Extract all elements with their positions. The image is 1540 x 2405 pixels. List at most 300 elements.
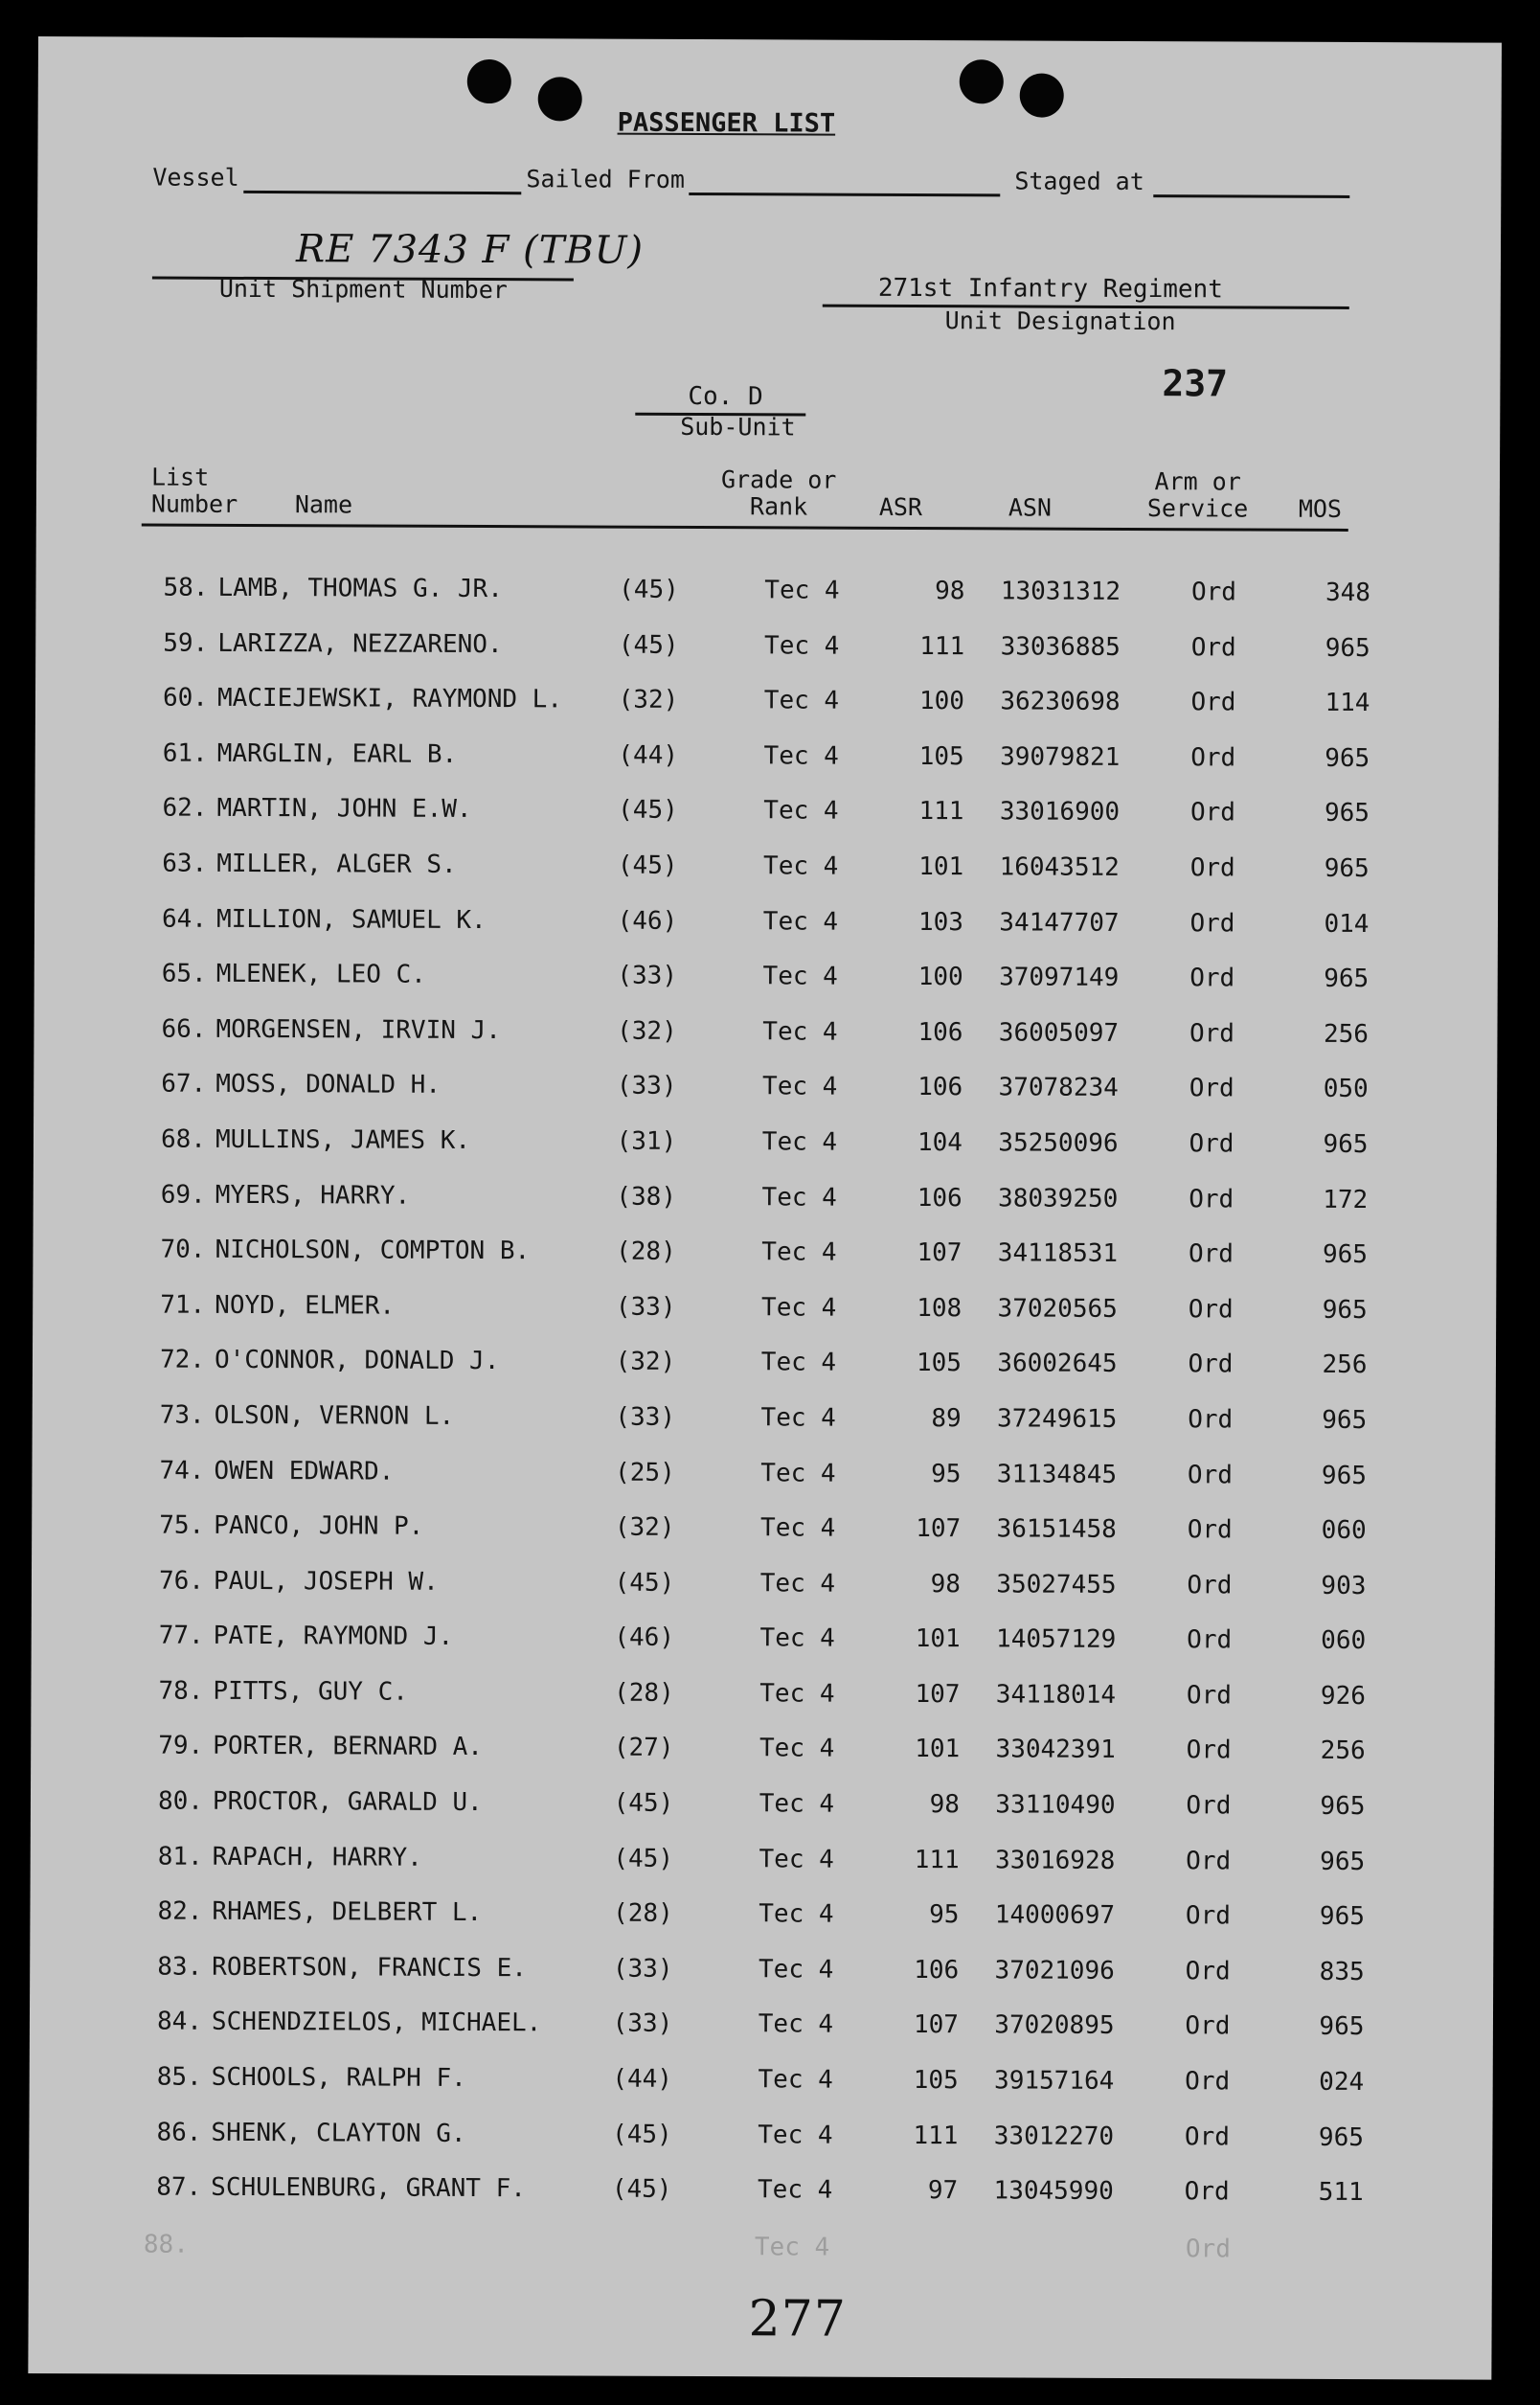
row-asn: 33016900 xyxy=(999,797,1121,828)
table-row xyxy=(31,1731,1494,1792)
punch-hole xyxy=(1020,73,1064,117)
row-age: (38) xyxy=(616,1182,677,1212)
row-age: (44) xyxy=(612,2064,673,2094)
table-row xyxy=(34,1014,1497,1076)
row-age: (45) xyxy=(612,2120,672,2149)
row-arm: Ord xyxy=(1189,1019,1235,1049)
row-number: 58. xyxy=(163,573,209,602)
table-row xyxy=(33,1345,1496,1406)
row-grade: Tec 4 xyxy=(761,1293,837,1323)
col-mos: MOS xyxy=(1298,494,1343,523)
row-asr: 111 xyxy=(914,1845,960,1874)
row-number: 79. xyxy=(158,1732,204,1761)
table-row xyxy=(34,904,1498,965)
row-grade: Tec 4 xyxy=(762,906,839,937)
row-grade: Tec 4 xyxy=(759,1623,835,1653)
row-number: 69. xyxy=(160,1180,206,1210)
row-name: RHAMES, DELBERT L. xyxy=(212,1897,483,1928)
document-title: PASSENGER LIST xyxy=(617,107,836,139)
punch-hole xyxy=(960,59,1004,103)
row-number: 72. xyxy=(159,1345,206,1375)
vessel-blank xyxy=(243,191,521,194)
row-grade: Tec 4 xyxy=(759,1844,834,1874)
row-name: SCHOOLS, RALPH F. xyxy=(211,2062,466,2094)
row-mos: 965 xyxy=(1323,1129,1369,1160)
row-mos: 926 xyxy=(1320,1681,1367,1711)
row-number: 63. xyxy=(162,849,208,878)
row-name: RAPACH, HARRY. xyxy=(212,1842,422,1872)
row-mos: 060 xyxy=(1321,1626,1367,1656)
row-arm: Ord xyxy=(1189,1184,1234,1214)
row-number: 71. xyxy=(160,1290,206,1320)
table-row xyxy=(35,628,1499,690)
row-arm: Ord xyxy=(1188,1294,1234,1325)
row-mos: 050 xyxy=(1323,1075,1369,1104)
row-grade: Tec 4 xyxy=(763,851,839,881)
row-asn: 14057129 xyxy=(996,1624,1117,1655)
table-row xyxy=(30,1952,1493,2013)
row-asr: 95 xyxy=(929,1900,960,1930)
row-number: 75. xyxy=(159,1510,205,1540)
sailed-from-label: Sailed From xyxy=(526,165,685,193)
row-asr: 106 xyxy=(914,1955,960,1985)
row-arm: Ord xyxy=(1190,688,1236,717)
row-asr: 100 xyxy=(917,963,963,992)
row-number: 87. xyxy=(156,2172,202,2202)
row-name: MYERS, HARRY. xyxy=(215,1180,411,1211)
row-name: MARTIN, JOHN E.W. xyxy=(216,794,472,825)
row-name: PAUL, JOSEPH W. xyxy=(213,1566,439,1597)
row-asr: 95 xyxy=(931,1459,962,1488)
row-grade: Tec 4 xyxy=(759,1568,836,1599)
row-arm: Ord xyxy=(1190,578,1237,607)
table-row xyxy=(33,1235,1496,1296)
row-asr: 100 xyxy=(918,687,965,716)
row-asr: 111 xyxy=(918,797,964,827)
row-mos: 256 xyxy=(1320,1736,1366,1766)
row-mos: 060 xyxy=(1321,1515,1367,1546)
unit-designation-label: Unit Designation xyxy=(944,306,1176,336)
row-asn: 33012270 xyxy=(993,2121,1115,2151)
punch-hole xyxy=(467,59,511,103)
row-age: (33) xyxy=(615,1292,676,1322)
row-grade: Tec 4 xyxy=(759,1734,835,1764)
row-name: MILLER, ALGER S. xyxy=(216,849,457,879)
row-arm: Ord xyxy=(1187,1460,1234,1489)
row-age: (45) xyxy=(614,1568,675,1598)
row-asr: 111 xyxy=(913,2121,959,2150)
row-asr: 106 xyxy=(917,1183,962,1213)
page-number: 237 xyxy=(1162,362,1229,405)
row-asr: 97 xyxy=(927,2176,959,2206)
row-grade: Tec 4 xyxy=(761,1127,838,1157)
row-age: (33) xyxy=(617,961,678,991)
table-row xyxy=(35,573,1499,634)
faint-row-grade: Tec 4 xyxy=(754,2233,830,2262)
row-arm: Ord xyxy=(1188,1350,1234,1379)
row-arm: Ord xyxy=(1186,1736,1232,1765)
row-name: NICHOLSON, COMPTON B. xyxy=(215,1235,531,1266)
row-asr: 98 xyxy=(930,1569,962,1599)
row-asr: 111 xyxy=(919,631,965,661)
row-asr: 106 xyxy=(917,1073,963,1102)
row-number: 67. xyxy=(161,1069,207,1100)
passenger-table xyxy=(29,573,1500,2234)
row-mos: 965 xyxy=(1318,2122,1364,2152)
row-number: 73. xyxy=(159,1400,205,1430)
row-arm: Ord xyxy=(1188,1239,1234,1269)
row-asn: 37020565 xyxy=(997,1294,1118,1324)
row-mos: 965 xyxy=(1322,1405,1368,1435)
row-number: 82. xyxy=(157,1896,203,1927)
row-age: (44) xyxy=(618,740,679,770)
row-mos: 965 xyxy=(1319,1902,1365,1932)
row-asn: 39079821 xyxy=(1000,742,1121,772)
row-number: 84. xyxy=(156,2007,203,2037)
row-age: (45) xyxy=(619,575,679,604)
table-row xyxy=(33,1290,1496,1351)
row-mos: 965 xyxy=(1319,2012,1365,2042)
row-age: (32) xyxy=(618,685,679,715)
row-age: (28) xyxy=(614,1678,674,1708)
row-number: 80. xyxy=(157,1786,204,1816)
row-asn: 34118531 xyxy=(997,1238,1119,1269)
row-age: (28) xyxy=(613,1898,673,1929)
row-arm: Ord xyxy=(1187,1570,1233,1600)
table-row xyxy=(34,1069,1497,1130)
row-name: OWEN EDWARD. xyxy=(214,1456,395,1486)
row-asn: 37078234 xyxy=(998,1073,1119,1103)
row-grade: Tec 4 xyxy=(762,1072,838,1101)
row-grade: Tec 4 xyxy=(760,1348,837,1377)
row-number: 76. xyxy=(158,1566,205,1596)
row-asn: 38039250 xyxy=(998,1183,1119,1214)
staged-at-label: Staged at xyxy=(1014,167,1144,196)
row-arm: Ord xyxy=(1186,1791,1232,1821)
row-grade: Tec 4 xyxy=(759,1789,835,1819)
row-asr: 107 xyxy=(913,2010,960,2040)
faint-row-arm: Ord xyxy=(1185,2235,1231,2264)
row-grade: Tec 4 xyxy=(763,686,840,715)
row-name: MLENEK, LEO C. xyxy=(215,959,426,989)
row-mos: 172 xyxy=(1323,1185,1369,1214)
row-asr: 89 xyxy=(931,1403,962,1434)
table-row xyxy=(32,1621,1495,1682)
row-asn: 34147707 xyxy=(999,907,1120,938)
row-asr: 104 xyxy=(917,1127,963,1158)
row-number: 78. xyxy=(158,1676,204,1706)
row-arm: Ord xyxy=(1185,2067,1231,2097)
row-age: (27) xyxy=(613,1734,674,1763)
row-age: (45) xyxy=(613,1788,674,1818)
table-row xyxy=(33,1400,1496,1462)
col-list-number: List Number xyxy=(150,463,238,518)
row-age: (31) xyxy=(616,1126,677,1156)
row-name: OLSON, VERNON L. xyxy=(214,1400,455,1431)
row-mos: 348 xyxy=(1325,578,1371,608)
row-number: 59. xyxy=(163,628,209,658)
row-arm: Ord xyxy=(1186,1846,1232,1876)
row-mos: 903 xyxy=(1321,1571,1367,1600)
row-asn: 37020895 xyxy=(994,2010,1115,2041)
row-asn: 13045990 xyxy=(993,2176,1114,2207)
row-age: (45) xyxy=(617,851,678,880)
row-name: MORGENSEN, IRVIN J. xyxy=(215,1014,501,1045)
row-mos: 965 xyxy=(1321,1461,1368,1490)
footer-handwritten-number: 277 xyxy=(748,2290,848,2348)
row-mos: 256 xyxy=(1323,1019,1370,1049)
row-age: (46) xyxy=(617,906,678,936)
row-age: (25) xyxy=(615,1458,675,1487)
row-arm: Ord xyxy=(1190,743,1236,773)
row-mos: 965 xyxy=(1325,633,1370,663)
unit-designation-value: 271st Infantry Regiment xyxy=(877,273,1223,305)
header-rule xyxy=(142,523,1348,531)
row-age: (33) xyxy=(612,2009,673,2039)
sub-unit-label: Sub-Unit xyxy=(680,412,796,442)
row-grade: Tec 4 xyxy=(758,2065,833,2095)
row-mos: 965 xyxy=(1320,1847,1366,1876)
row-name: SCHENDZIELOS, MICHAEL. xyxy=(211,2008,542,2038)
row-arm: Ord xyxy=(1189,908,1235,939)
row-grade: Tec 4 xyxy=(761,1182,837,1213)
row-asr: 107 xyxy=(915,1679,961,1710)
row-asr: 101 xyxy=(915,1624,961,1654)
row-age: (33) xyxy=(615,1402,676,1432)
row-mos: 511 xyxy=(1318,2178,1364,2208)
row-arm: Ord xyxy=(1187,1515,1233,1545)
col-asr: ASR xyxy=(878,492,923,522)
row-name: LARIZZA, NEZZARENO. xyxy=(217,628,503,659)
row-number: 86. xyxy=(156,2118,202,2147)
row-name: O'CONNOR, DONALD J. xyxy=(214,1346,500,1376)
row-name: PORTER, BERNARD A. xyxy=(213,1732,484,1762)
row-name: MULLINS, JAMES K. xyxy=(215,1124,471,1155)
table-row xyxy=(31,1786,1494,1848)
table-row xyxy=(31,1842,1494,1903)
document-page xyxy=(28,36,1502,2380)
row-age: (45) xyxy=(618,796,678,826)
row-asn: 37097149 xyxy=(999,963,1120,993)
row-grade: Tec 4 xyxy=(764,630,840,661)
row-asr: 105 xyxy=(913,2066,959,2096)
unit-shipment-label: Unit Shipment Number xyxy=(218,274,508,305)
row-asr: 105 xyxy=(916,1349,962,1378)
row-name: PITTS, GUY C. xyxy=(213,1676,409,1707)
row-asr: 108 xyxy=(917,1293,962,1323)
row-grade: Tec 4 xyxy=(760,1403,836,1433)
row-asn: 36002645 xyxy=(997,1349,1118,1379)
row-asr: 107 xyxy=(917,1238,962,1268)
row-age: (45) xyxy=(618,630,679,660)
row-asn: 37249615 xyxy=(997,1404,1118,1434)
row-asr: 98 xyxy=(929,1790,961,1820)
row-arm: Ord xyxy=(1184,2121,1230,2152)
row-grade: Tec 4 xyxy=(758,2120,833,2150)
table-row xyxy=(35,683,1499,744)
row-mos: 835 xyxy=(1319,1957,1365,1986)
table-row xyxy=(29,2172,1492,2234)
row-age: (45) xyxy=(613,1844,674,1873)
row-number: 68. xyxy=(160,1124,207,1154)
row-asn: 16043512 xyxy=(999,852,1120,882)
row-grade: Tec 4 xyxy=(759,1679,835,1709)
row-number: 62. xyxy=(162,793,208,824)
row-arm: Ord xyxy=(1188,1405,1234,1435)
row-arm: Ord xyxy=(1185,2011,1231,2041)
row-grade: Tec 4 xyxy=(759,1899,834,1929)
row-name: SHENK, CLAYTON G. xyxy=(211,2118,466,2148)
punch-hole xyxy=(538,77,582,121)
row-grade: Tec 4 xyxy=(760,1458,836,1488)
table-row xyxy=(30,2007,1493,2068)
row-name: NOYD, ELMER. xyxy=(215,1290,396,1321)
row-asn: 39157164 xyxy=(994,2066,1115,2096)
row-number: 85. xyxy=(156,2062,202,2092)
row-asn: 33036885 xyxy=(1000,631,1121,662)
row-arm: Ord xyxy=(1189,964,1235,993)
row-mos: 965 xyxy=(1325,743,1370,773)
row-age: (28) xyxy=(616,1237,676,1267)
row-grade: Tec 4 xyxy=(761,1237,837,1267)
row-name: PANCO, JOHN P. xyxy=(214,1510,424,1541)
row-arm: Ord xyxy=(1189,798,1236,828)
row-asr: 106 xyxy=(917,1017,963,1047)
row-number: 66. xyxy=(161,1014,207,1044)
row-number: 60. xyxy=(162,683,209,713)
row-arm: Ord xyxy=(1189,853,1235,883)
row-mos: 256 xyxy=(1322,1350,1368,1380)
row-mos: 965 xyxy=(1324,964,1370,994)
row-mos: 965 xyxy=(1324,799,1370,828)
row-mos: 114 xyxy=(1325,689,1370,718)
row-number: 74. xyxy=(159,1456,205,1486)
row-asr: 101 xyxy=(918,851,964,882)
row-number: 83. xyxy=(157,1952,203,1982)
row-grade: Tec 4 xyxy=(757,2175,833,2205)
row-age: (33) xyxy=(616,1071,677,1101)
sailed-from-blank xyxy=(689,193,1000,196)
row-arm: Ord xyxy=(1187,1625,1233,1655)
row-asn: 35027455 xyxy=(996,1570,1117,1600)
row-mos: 965 xyxy=(1322,1295,1368,1325)
vessel-label: Vessel xyxy=(152,163,239,192)
row-mos: 965 xyxy=(1322,1239,1369,1270)
row-age: (46) xyxy=(614,1622,675,1653)
row-asn: 13031312 xyxy=(1000,577,1121,606)
row-mos: 014 xyxy=(1324,909,1370,939)
row-arm: Ord xyxy=(1190,632,1236,663)
row-asn: 14000697 xyxy=(994,1900,1116,1931)
table-row xyxy=(34,793,1498,854)
row-name: ROBERTSON, FRANCIS E. xyxy=(212,1952,528,1984)
table-row xyxy=(34,1124,1497,1186)
row-asn: 37021096 xyxy=(994,1956,1115,1985)
row-asr: 103 xyxy=(917,907,964,937)
table-row xyxy=(30,1896,1493,1958)
col-grade: Grade or Rank xyxy=(720,465,837,521)
row-number: 65. xyxy=(161,959,207,988)
faint-row-number: 88. xyxy=(143,2230,189,2259)
staged-at-blank xyxy=(1153,194,1349,198)
row-asn: 36230698 xyxy=(1000,687,1121,717)
row-asr: 101 xyxy=(915,1735,961,1764)
row-name: PATE, RAYMOND J. xyxy=(213,1622,454,1652)
row-name: MARGLIN, EARL B. xyxy=(216,738,458,769)
col-arm: Arm or Service xyxy=(1146,467,1249,523)
table-row xyxy=(35,738,1499,800)
col-name: Name xyxy=(294,490,353,519)
row-asr: 105 xyxy=(918,741,964,772)
col-asn: ASN xyxy=(1008,493,1053,522)
row-mos: 024 xyxy=(1319,2067,1365,2098)
row-name: PROCTOR, GARALD U. xyxy=(212,1786,483,1818)
row-grade: Tec 4 xyxy=(762,1017,838,1047)
table-row xyxy=(32,1510,1495,1572)
row-number: 70. xyxy=(160,1235,206,1264)
row-arm: Ord xyxy=(1189,1129,1234,1159)
row-grade: Tec 4 xyxy=(758,2009,834,2040)
row-asr: 98 xyxy=(935,577,965,606)
row-grade: Tec 4 xyxy=(762,962,838,991)
row-arm: Ord xyxy=(1185,1901,1231,1931)
row-arm: Ord xyxy=(1189,1074,1234,1103)
unit-shipment-handwritten: RE 7343 F (TBU) xyxy=(295,227,645,273)
row-asn: 33016928 xyxy=(995,1846,1116,1875)
row-grade: Tec 4 xyxy=(758,1955,834,1985)
row-arm: Ord xyxy=(1186,1681,1233,1711)
row-grade: Tec 4 xyxy=(763,741,839,771)
table-row xyxy=(29,2118,1492,2179)
row-number: 64. xyxy=(161,904,208,934)
row-mos: 965 xyxy=(1324,853,1370,884)
row-age: (32) xyxy=(617,1016,677,1046)
row-age: (32) xyxy=(615,1347,676,1377)
row-asr: 107 xyxy=(916,1514,962,1544)
table-row xyxy=(31,1676,1494,1737)
row-grade: Tec 4 xyxy=(763,796,839,827)
table-row xyxy=(32,1455,1495,1516)
row-asn: 35250096 xyxy=(998,1128,1119,1158)
row-asn: 33042391 xyxy=(995,1735,1116,1765)
row-name: LAMB, THOMAS G. JR. xyxy=(217,573,503,604)
row-age: (32) xyxy=(614,1512,675,1543)
row-arm: Ord xyxy=(1185,1957,1231,1986)
row-number: 61. xyxy=(162,738,208,768)
row-number: 77. xyxy=(158,1621,204,1651)
row-asn: 36151458 xyxy=(996,1514,1117,1545)
row-age: (33) xyxy=(612,1954,673,1984)
row-asn: 31134845 xyxy=(996,1459,1118,1489)
table-row xyxy=(34,1180,1497,1241)
row-asn: 33110490 xyxy=(995,1790,1116,1820)
table-row xyxy=(34,959,1498,1020)
row-number: 81. xyxy=(157,1842,203,1872)
row-grade: Tec 4 xyxy=(760,1513,836,1543)
row-age: (45) xyxy=(611,2174,672,2205)
row-grade: Tec 4 xyxy=(764,576,840,605)
table-row xyxy=(32,1566,1495,1627)
row-name: MOSS, DONALD H. xyxy=(215,1070,442,1100)
row-name: SCHULENBURG, GRANT F. xyxy=(211,2173,526,2204)
row-name: MILLION, SAMUEL K. xyxy=(215,904,487,935)
row-asn: 36005097 xyxy=(998,1018,1120,1048)
row-mos: 965 xyxy=(1320,1791,1366,1822)
table-row xyxy=(30,2062,1493,2123)
row-arm: Ord xyxy=(1184,2177,1230,2207)
row-asn: 34118014 xyxy=(995,1680,1117,1710)
row-name: MACIEJEWSKI, RAYMOND L. xyxy=(216,684,563,715)
